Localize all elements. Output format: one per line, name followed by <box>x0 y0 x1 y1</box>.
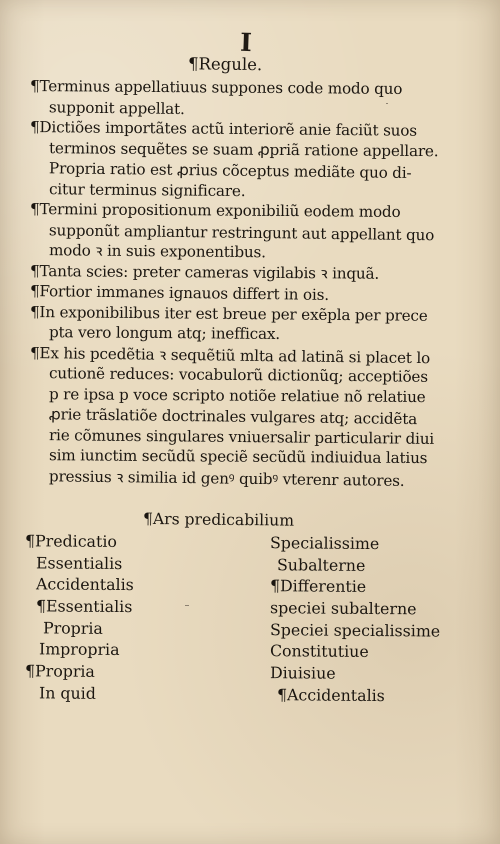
ink-dot <box>185 605 189 606</box>
main-text-block <box>29 76 482 490</box>
text-line: ¶Ex his pcedẽtia ꝛ sequẽtiũ mlta ad latinã si placet lo <box>29 343 431 367</box>
list-item: speciei subalterne <box>269 598 417 619</box>
signature-mark: I <box>239 27 253 58</box>
list-item: Speciei specialissime <box>269 619 441 641</box>
text-line: cutionẽ reduces: vocabulorũ dictionũq; acceptiões <box>48 364 428 386</box>
list-item: Essentialis <box>35 553 123 573</box>
text-line: rie cõmunes singulares vniuersalir particularir diui <box>48 425 435 448</box>
list-item: In quid <box>38 683 96 703</box>
text-line: p re ipsa p voce scripto notiõe relatiue nõ relatiue <box>48 384 426 406</box>
page-title: ¶Regule. <box>187 54 263 75</box>
text-line: ¶Termini propositionum exponibiliũ eodem modo <box>29 200 401 221</box>
list-item: Accidentalis <box>35 574 134 595</box>
list-item: ¶Accidentalis <box>276 685 385 705</box>
list-item: Impropria <box>38 639 120 660</box>
list-item: Diuisiue <box>269 663 336 683</box>
text-line: Propria ratio est ꝓrius cõceptus mediãte quo di- <box>48 159 412 182</box>
text-line: pressius ꝛ similia id genꝰ quibꝰ vterenr autores. <box>48 466 405 490</box>
list-item: ¶Essentialis <box>35 596 133 617</box>
ink-dot <box>386 103 388 104</box>
list-item: Constitutiue <box>269 641 369 662</box>
text-line: modo ꝛ in suis exponentibus. <box>48 241 266 262</box>
text-line: ¶Terminus appellatiuus suppones code modo quo <box>29 77 403 98</box>
text-line: supponit appellat. <box>48 97 185 118</box>
section-heading: ¶Ars predicabilium <box>142 509 295 530</box>
text-line: ¶Dictiões importãtes actũ interiorẽ anie faciũt suos <box>29 118 418 140</box>
list-item: Specialissime <box>269 533 380 554</box>
list-item: ¶Differentie <box>269 576 367 597</box>
text-line: ¶Tanta scies: preter cameras vigilabis ꝛ inquã. <box>29 261 380 283</box>
list-item: Propria <box>42 618 103 638</box>
text-line: sim iunctim secũdũ speciẽ secũdũ indiuidua latius <box>48 446 428 468</box>
text-line: ꝓrie trãslatiõe doctrinales vulgares atq; accidẽta <box>48 405 418 429</box>
left-term-list <box>25 531 215 705</box>
text-line: supponũt ampliantur restringunt aut appellant quo <box>48 220 435 244</box>
list-item: Subalterne <box>276 554 366 575</box>
right-term-list <box>270 533 480 707</box>
list-item: ¶Propria <box>24 661 95 681</box>
text-line: terminos sequẽtes se suam ꝓpriã ratione appellare. <box>48 138 439 160</box>
text-line: citur terminus significare. <box>48 179 246 200</box>
text-line: ¶In exponibilibus iter est breue per exẽpla per prece <box>29 302 428 325</box>
list-item: ¶Predicatio <box>24 531 117 551</box>
text-line: pta vero longum atq; inefficax. <box>48 323 281 343</box>
text-line: ¶Fortior immanes ignauos differt in ois. <box>29 282 330 304</box>
